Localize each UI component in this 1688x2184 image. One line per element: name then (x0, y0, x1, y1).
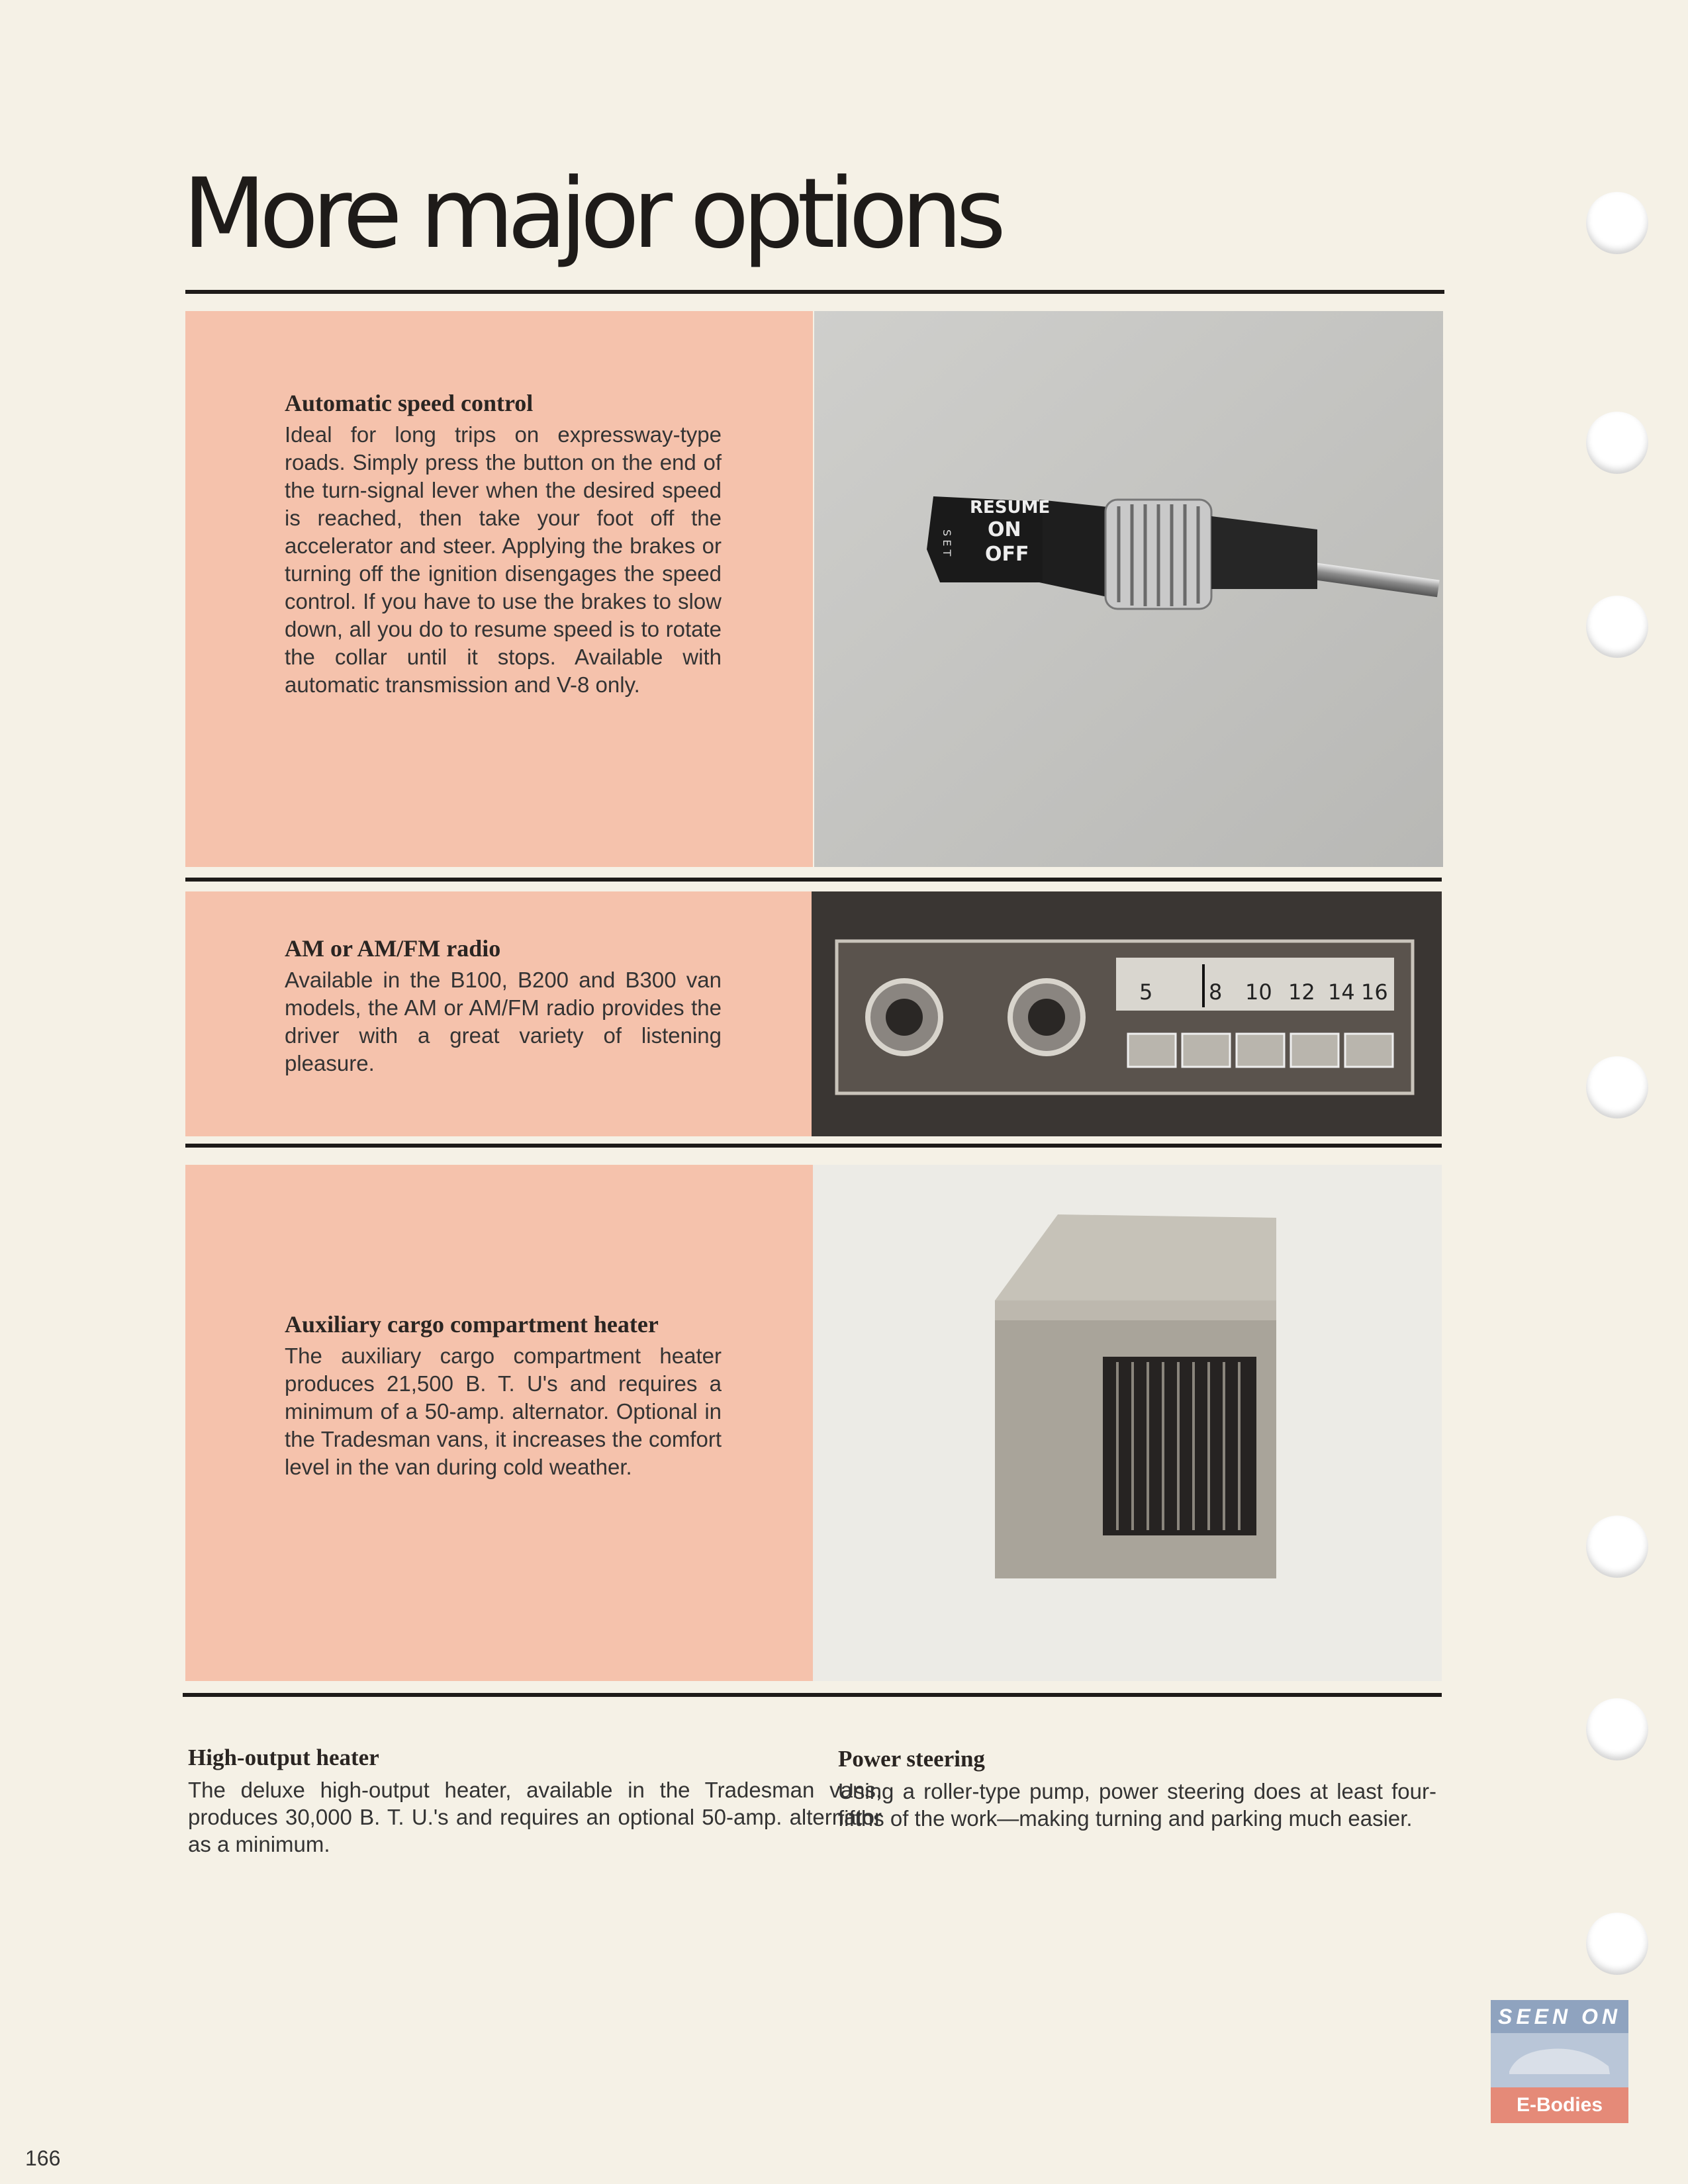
dial-number: 10 (1245, 979, 1272, 1005)
car-silhouette-icon (1504, 2040, 1615, 2083)
dial-number: 14 (1328, 979, 1355, 1005)
binder-hole (1586, 192, 1648, 254)
binder-hole (1586, 1698, 1648, 1760)
section-heading: High-output heater (188, 1745, 379, 1770)
page-number: 166 (25, 2146, 61, 2170)
section-divider (183, 1693, 1442, 1697)
speed-control-text (285, 389, 722, 699)
dial-number: 5 (1139, 979, 1153, 1005)
binder-hole (1586, 1913, 1648, 1975)
dial-number: 8 (1209, 979, 1223, 1005)
radio-text (285, 934, 722, 1077)
speed-control-photo (814, 311, 1443, 867)
binder-hole (1586, 412, 1648, 474)
page-title: More major options (183, 158, 1000, 270)
binder-hole (1586, 1516, 1648, 1578)
on-label: ON (988, 518, 1021, 541)
resume-label: RESUME (970, 498, 1051, 518)
badge-bottom-text: E-Bodies (1491, 2087, 1628, 2123)
section-body: Using a roller-type pump, power steering does at least four-fifths of the work—making turning and parking much easier. (838, 1779, 1436, 1831)
dial-number: 12 (1288, 979, 1315, 1005)
section-body: The auxiliary cargo compartment heater produces 21,500 B. T. U's and requires a minimum of a 50-amp. alternator. Optional in the Tradesman vans, it increases the comfort level in the van during cold weather. (285, 1343, 722, 1479)
section-body: Available in the B100, B200 and B300 van models, the AM or AM/FM radio provides the driver with a great variety of listening pleasure. (285, 968, 722, 1075)
set-label: S E T (941, 529, 953, 557)
dial-number: 16 (1361, 979, 1388, 1005)
section-body: The deluxe high-output heater, available in the Tradesman vans, produces 30,000 B. T. U.'s and requires an optional 50-amp. alternator as a minimum. (188, 1778, 882, 1856)
binder-hole (1586, 596, 1648, 658)
section-heading: Power steering (838, 1746, 985, 1772)
high-output-heater-block (188, 1745, 882, 1858)
heater-photo (813, 1165, 1442, 1681)
section-divider (185, 878, 1442, 882)
radio-photo (812, 891, 1442, 1136)
section-heading: AM or AM/FM radio (285, 935, 501, 962)
off-label: OFF (985, 543, 1029, 566)
section-body: Ideal for long trips on expressway-type roads. Simply press the button on the end of the turn-signal lever when the desired speed is reached, then take your foot off the accelerator and steer. Applying the brakes or turning off the ignition disengages the speed control. If you have to use the brakes to slow down, all you do to resume speed is to rotate the collar until it stops. Available with automatic transmission and V-8 only. (285, 422, 722, 697)
section-divider (185, 1144, 1442, 1148)
heater-text (285, 1310, 722, 1481)
binder-hole (1586, 1056, 1648, 1118)
title-rule (185, 290, 1444, 294)
section-heading: Automatic speed control (285, 390, 534, 416)
power-steering-block (838, 1746, 1436, 1832)
section-heading: Auxiliary cargo compartment heater (285, 1311, 659, 1338)
seen-on-badge (1491, 2000, 1628, 2123)
badge-top-text: SEEN ON (1491, 2000, 1628, 2033)
